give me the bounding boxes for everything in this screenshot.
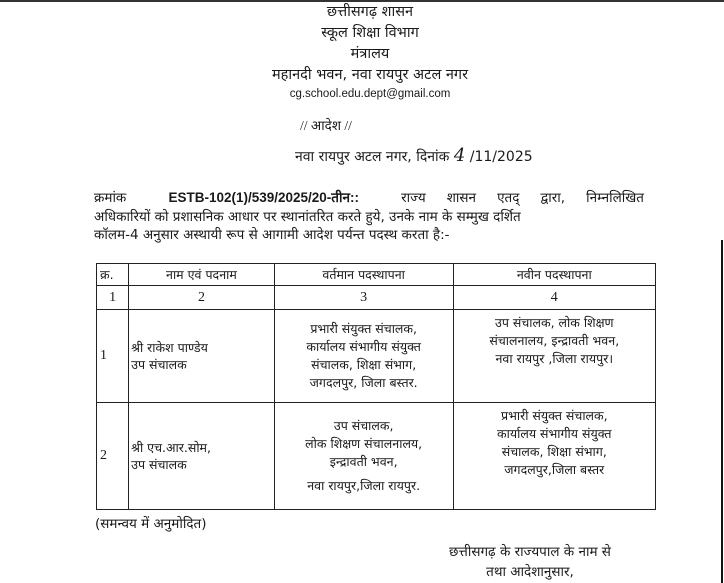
serial-number: 1 [97, 310, 129, 403]
paragraph-line-3: कॉलम-4 अनुसार अस्थायी रूप से आगामी आदेश पर्यन्त पदस्थ करता है:- [94, 227, 450, 243]
header-serial: क्र. [97, 264, 129, 286]
date-line [295, 145, 533, 166]
table-row [97, 310, 656, 403]
current-posting-line: नवा रायपुर,जिला रायपुर. [307, 478, 421, 493]
approval-note: (समन्वय में अनुमोदित) [95, 516, 207, 532]
current-posting-line: लोक शिक्षण संचालनालय, [305, 436, 423, 451]
order-reference-number: ESTB-102(1)/539/2025/20-तीन:: [168, 190, 359, 205]
column-number-row [97, 286, 656, 310]
paragraph-line-2: अधिकारियों को प्रशासनिक आधार पर स्थानांतरित करते हुये, उनके नाम के सम्मुख दर्शित [94, 208, 521, 225]
header-new-posting: नवीन पदस्थापना [453, 264, 655, 286]
header-current-posting: वर्तमान पदस्थापना [274, 264, 453, 286]
header-name-designation: नाम एवं पदनाम [129, 264, 275, 286]
current-posting-line: जगदलपुर, जिला बस्तर. [309, 375, 418, 390]
serial-number: 2 [97, 403, 129, 510]
new-posting [453, 310, 655, 403]
officer-designation: उप संचालक [131, 357, 187, 372]
paragraph-line-1 [94, 189, 644, 208]
date-day-handwritten: 4 [453, 145, 466, 166]
office-address: महानदी भवन, नवा रायपुर अटल नगर [271, 67, 469, 83]
department-email: cg.school.edu.dept@gmail.com [289, 88, 451, 100]
ministry-name: मंत्रालय [350, 46, 390, 62]
current-posting [274, 310, 453, 403]
new-posting-line: प्रभारी संयुक्त संचालक, [500, 408, 608, 423]
date-prefix: नवा रायपुर अटल नगर, दिनांक [295, 149, 450, 165]
current-posting-line: संचालक, शिक्षा संभाग, [311, 357, 417, 372]
paragraph-line-1-text: राज्य शासन एतद् द्वारा, निम्नलिखित [401, 190, 644, 206]
current-posting-line: उप संचालक, [333, 418, 394, 433]
new-posting-line: उप संचालक, लोक शिक्षण [494, 315, 614, 330]
order-title: // आदेश // [300, 118, 352, 133]
current-posting [274, 403, 453, 510]
signature-line-1: छत्तीसगढ़ के राज्यपाल के नाम से [449, 544, 611, 560]
signature-line-2: तथा आदेशानुसार, [486, 564, 574, 580]
new-posting [453, 403, 655, 510]
officer-name: श्री राकेश पाण्डेय [131, 340, 208, 355]
new-posting-line: संचालक, शिक्षा संभाग, [501, 444, 607, 459]
current-posting-line: प्रभारी संयुक्त संचालक, [310, 321, 417, 336]
officer-name-designation [129, 310, 275, 403]
current-posting-line: इन्द्रावती भवन, [329, 454, 398, 469]
column-number-4: 4 [453, 286, 655, 310]
column-number-1: 1 [97, 286, 129, 310]
page-border-right [721, 240, 723, 583]
transfer-table [96, 263, 656, 510]
new-posting-line: कार्यालय संभागीय संयुक्त [497, 426, 612, 441]
signature-block [380, 542, 680, 582]
government-name: छत्तीसगढ़ शासन [326, 4, 414, 20]
column-number-3: 3 [274, 286, 453, 310]
letterhead [240, 2, 500, 102]
table-row [97, 403, 656, 510]
officer-name-designation [129, 403, 275, 510]
new-posting-line: जगदलपुर,जिला बस्तर [504, 462, 605, 477]
order-paragraph [94, 189, 644, 245]
officer-name: श्री एच.आर.सोम, [131, 440, 212, 455]
officer-designation: उप संचालक [131, 457, 187, 472]
column-number-2: 2 [129, 286, 275, 310]
current-posting-line: कार्यालय संभागीय संयुक्त [306, 339, 421, 354]
order-number-label: क्रमांक [94, 190, 127, 206]
date-month-year: /11/2025 [465, 149, 533, 165]
table-header-row [97, 264, 656, 286]
new-posting-line: नवा रायपुर ,जिला रायपुर। [495, 351, 614, 366]
new-posting-line: संचालनालय, इन्द्रावती भवन, [489, 333, 620, 348]
department-name: स्कूल शिक्षा विभाग [321, 25, 419, 41]
